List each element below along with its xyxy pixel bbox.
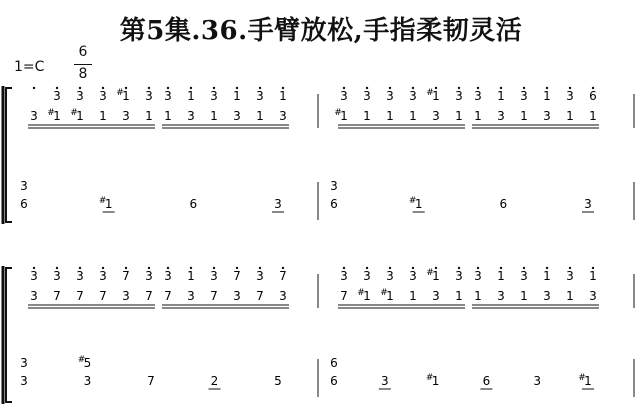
treble-note: 7 bbox=[122, 269, 130, 283]
octave-dot bbox=[458, 87, 460, 89]
octave-dot bbox=[366, 267, 368, 269]
treble-note: 1 bbox=[409, 289, 417, 303]
meter-denominator: 8 bbox=[78, 66, 88, 82]
bass-note: 1 bbox=[104, 197, 113, 211]
treble-note: 7 bbox=[53, 289, 61, 303]
treble-note: 7 bbox=[233, 269, 241, 283]
bass-note: 1 bbox=[431, 374, 440, 388]
bass-note: 3 bbox=[20, 179, 28, 193]
octave-dot bbox=[343, 87, 345, 89]
treble-note: 1 bbox=[187, 269, 195, 283]
treble-note: 3 bbox=[520, 89, 528, 103]
bass-note: 3 bbox=[20, 356, 28, 370]
treble-note: 1 bbox=[497, 89, 505, 103]
treble-note: 3 bbox=[279, 289, 287, 303]
treble-note: 1 bbox=[164, 109, 172, 123]
octave-dot bbox=[33, 267, 35, 269]
treble-note: 3 bbox=[497, 109, 505, 123]
treble-note: 3 bbox=[543, 289, 551, 303]
treble-note: 7 bbox=[145, 289, 153, 303]
bass-note: 5 bbox=[83, 356, 92, 370]
treble-note: 1 bbox=[543, 89, 551, 103]
treble-note: 3 bbox=[164, 269, 172, 283]
treble-note: 3 bbox=[386, 269, 394, 283]
octave-dot bbox=[477, 87, 479, 89]
treble-note: 3 bbox=[233, 289, 241, 303]
treble-note: 3 bbox=[233, 109, 241, 123]
system-bracket bbox=[6, 88, 12, 222]
bass-note: 6 bbox=[499, 197, 508, 211]
treble-note: 1 bbox=[589, 109, 597, 123]
octave-dot bbox=[167, 87, 169, 89]
octave-dot bbox=[282, 267, 284, 269]
octave-dot bbox=[412, 87, 414, 89]
treble-note: 7 bbox=[76, 289, 84, 303]
treble-note: 3 bbox=[340, 269, 348, 283]
bass-note: 1 bbox=[414, 197, 423, 211]
octave-dot bbox=[500, 267, 502, 269]
bass-note: 3 bbox=[380, 374, 389, 388]
octave-dot bbox=[148, 87, 150, 89]
octave-dot bbox=[282, 87, 284, 89]
treble-note: 3 bbox=[256, 269, 264, 283]
treble-note: 7 bbox=[99, 289, 107, 303]
octave-dot bbox=[125, 87, 127, 89]
bass-note-sharp: # bbox=[578, 373, 586, 383]
octave-dot bbox=[523, 267, 525, 269]
bass-note-sharp: # bbox=[425, 373, 434, 383]
treble-note: 1 bbox=[53, 109, 61, 123]
treble-note: 1 bbox=[455, 289, 463, 303]
octave-dot bbox=[213, 87, 215, 89]
treble-note: 3 bbox=[520, 269, 528, 283]
treble-note-sharp: # bbox=[426, 88, 434, 98]
treble-note: 3 bbox=[30, 109, 38, 123]
bass-note: 7 bbox=[147, 374, 155, 388]
treble-note-sharp: # bbox=[357, 288, 365, 298]
treble-note: 3 bbox=[589, 289, 597, 303]
treble-note: 1 bbox=[432, 269, 440, 283]
treble-note: 1 bbox=[145, 109, 153, 123]
octave-dot bbox=[500, 87, 502, 89]
treble-note: 1 bbox=[497, 269, 505, 283]
bass-note: 3 bbox=[20, 374, 28, 388]
treble-note: 1 bbox=[386, 109, 394, 123]
treble-note: 7 bbox=[340, 289, 348, 303]
treble-note: 1 bbox=[474, 109, 482, 123]
treble-note: 3 bbox=[145, 269, 153, 283]
octave-dot bbox=[477, 267, 479, 269]
octave-dot bbox=[546, 87, 548, 89]
treble-note: 1 bbox=[386, 289, 394, 303]
treble-note: 7 bbox=[256, 289, 264, 303]
treble-note: 1 bbox=[340, 109, 348, 123]
treble-note: 3 bbox=[122, 289, 130, 303]
octave-dot bbox=[259, 87, 261, 89]
treble-note: 1 bbox=[363, 289, 371, 303]
treble-note-sharp: # bbox=[380, 288, 388, 298]
treble-note: 3 bbox=[566, 89, 574, 103]
bass-note: 6 bbox=[189, 197, 198, 211]
octave-dot bbox=[569, 87, 571, 89]
treble-note: 3 bbox=[99, 269, 107, 283]
bass-note: 3 bbox=[533, 374, 542, 388]
octave-dot bbox=[259, 267, 261, 269]
octave-dot bbox=[148, 267, 150, 269]
octave-dot bbox=[102, 267, 104, 269]
octave-dot bbox=[592, 267, 594, 269]
octave-dot bbox=[592, 87, 594, 89]
treble-note: 1 bbox=[363, 109, 371, 123]
treble-note: 1 bbox=[432, 89, 440, 103]
treble-note: 3 bbox=[164, 89, 172, 103]
octave-dot bbox=[190, 87, 192, 89]
treble-note: 3 bbox=[256, 89, 264, 103]
treble-note: 3 bbox=[363, 269, 371, 283]
octave-dot bbox=[236, 87, 238, 89]
octave-dot bbox=[546, 267, 548, 269]
octave-dot bbox=[389, 267, 391, 269]
treble-note: 1 bbox=[409, 109, 417, 123]
key-signature: 1=C bbox=[14, 59, 45, 75]
bass-note: 5 bbox=[274, 374, 282, 388]
bass-note: 3 bbox=[274, 197, 282, 211]
octave-dot bbox=[190, 267, 192, 269]
treble-note: 1 bbox=[99, 109, 107, 123]
treble-note: 3 bbox=[497, 289, 505, 303]
treble-note: 1 bbox=[256, 109, 264, 123]
treble-note: 3 bbox=[76, 89, 84, 103]
treble-note: 3 bbox=[210, 269, 218, 283]
meter-numerator: 6 bbox=[78, 44, 88, 60]
page-title: 第5集.36.手臂放松,手指柔韧灵活 bbox=[119, 16, 523, 46]
treble-note: 1 bbox=[279, 89, 287, 103]
octave-dot bbox=[569, 267, 571, 269]
treble-note: 3 bbox=[474, 89, 482, 103]
bass-note: 3 bbox=[584, 197, 592, 211]
treble-note: 3 bbox=[99, 89, 107, 103]
treble-note: 7 bbox=[164, 289, 172, 303]
treble-note: 7 bbox=[279, 269, 287, 283]
treble-note: 1 bbox=[474, 289, 482, 303]
treble-note: 3 bbox=[210, 89, 218, 103]
treble-note: 1 bbox=[566, 109, 574, 123]
treble-note: 3 bbox=[409, 89, 417, 103]
treble-note: 1 bbox=[520, 109, 528, 123]
treble-note: 3 bbox=[187, 109, 195, 123]
octave-dot bbox=[389, 87, 391, 89]
octave-dot bbox=[125, 267, 127, 269]
bass-note-sharp: # bbox=[98, 196, 107, 206]
octave-dot bbox=[102, 87, 104, 89]
treble-note-sharp: # bbox=[334, 108, 342, 118]
treble-note: 3 bbox=[566, 269, 574, 283]
octave-dot bbox=[167, 267, 169, 269]
treble-note: 3 bbox=[409, 269, 417, 283]
bass-note: 3 bbox=[83, 374, 92, 388]
bass-note: 6 bbox=[330, 374, 338, 388]
treble-note: 1 bbox=[210, 109, 218, 123]
treble-note: 3 bbox=[279, 109, 287, 123]
treble-note: 3 bbox=[187, 289, 195, 303]
treble-note: 1 bbox=[455, 109, 463, 123]
bass-note: 6 bbox=[20, 197, 28, 211]
treble-note: 1 bbox=[520, 289, 528, 303]
octave-dot bbox=[435, 87, 437, 89]
treble-note-sharp: # bbox=[47, 108, 55, 118]
treble-note: 3 bbox=[76, 269, 84, 283]
treble-note: 1 bbox=[543, 269, 551, 283]
treble-note: 3 bbox=[30, 269, 38, 283]
treble-note: 3 bbox=[53, 89, 61, 103]
treble-note: 3 bbox=[386, 89, 394, 103]
octave-dot bbox=[343, 267, 345, 269]
treble-note: 3 bbox=[363, 89, 371, 103]
treble-note: 3 bbox=[432, 109, 440, 123]
bass-note: 3 bbox=[330, 179, 338, 193]
bass-note: 6 bbox=[330, 356, 338, 370]
treble-note: 1 bbox=[233, 89, 241, 103]
treble-note: 1 bbox=[122, 89, 130, 103]
octave-dot bbox=[79, 87, 81, 89]
bass-note: 1 bbox=[584, 374, 592, 388]
treble-note: 3 bbox=[455, 89, 463, 103]
octave-dot bbox=[412, 267, 414, 269]
treble-note: 3 bbox=[145, 89, 153, 103]
bass-note-sharp: # bbox=[77, 355, 86, 365]
treble-note: 3 bbox=[432, 289, 440, 303]
treble-note: 1 bbox=[187, 89, 195, 103]
octave-dot bbox=[366, 87, 368, 89]
bass-note-sharp: # bbox=[408, 196, 417, 206]
treble-note: 3 bbox=[53, 269, 61, 283]
octave-dot bbox=[236, 267, 238, 269]
octave-dot bbox=[458, 267, 460, 269]
bass-note: 6 bbox=[482, 374, 491, 388]
octave-dot bbox=[213, 267, 215, 269]
bass-note: 2 bbox=[210, 374, 219, 388]
octave-dot bbox=[435, 267, 437, 269]
octave-dot bbox=[56, 267, 58, 269]
bass-note: 6 bbox=[330, 197, 338, 211]
octave-dot bbox=[79, 267, 81, 269]
treble-note: 1 bbox=[76, 109, 84, 123]
treble-note: 3 bbox=[30, 289, 38, 303]
treble-note: 7 bbox=[210, 289, 218, 303]
treble-note-sharp: # bbox=[70, 108, 78, 118]
octave-dot bbox=[523, 87, 525, 89]
treble-note: 3 bbox=[455, 269, 463, 283]
octave-dot bbox=[33, 87, 35, 89]
octave-dot bbox=[56, 87, 58, 89]
treble-note: 3 bbox=[474, 269, 482, 283]
treble-note: 1 bbox=[566, 289, 574, 303]
system-bracket bbox=[6, 268, 12, 402]
treble-note-sharp: # bbox=[426, 268, 434, 278]
treble-note: 3 bbox=[543, 109, 551, 123]
treble-note: 6 bbox=[589, 89, 597, 103]
treble-note-sharp: # bbox=[116, 88, 124, 98]
treble-note: 3 bbox=[340, 89, 348, 103]
treble-note: 3 bbox=[122, 109, 130, 123]
treble-note: 1 bbox=[589, 269, 597, 283]
